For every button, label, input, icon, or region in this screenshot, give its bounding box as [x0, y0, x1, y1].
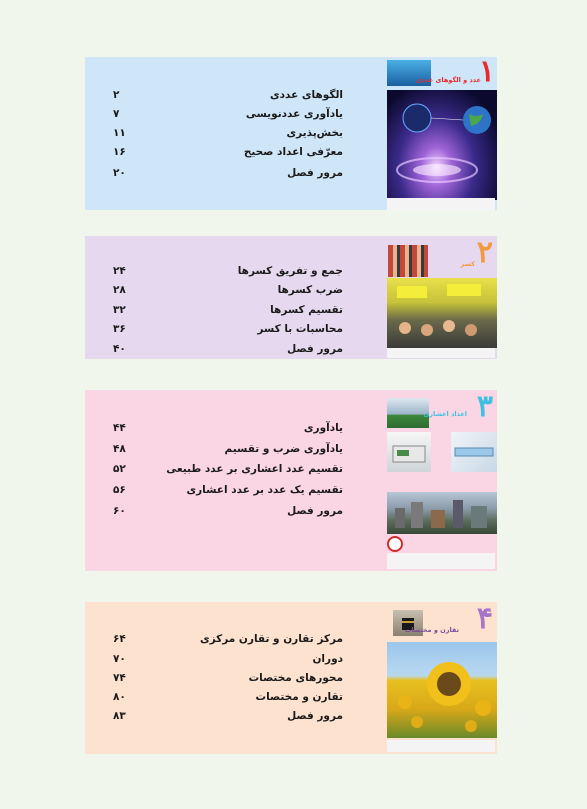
toc-item[interactable]	[85, 108, 385, 126]
chapter-3-caption	[387, 553, 495, 569]
chapter-number: ۲	[476, 235, 493, 270]
toc-item-title: جمع و تفریق کسرها	[237, 265, 343, 277]
toc-item-title: تقسیم کسرها	[270, 304, 343, 316]
crowd-thumbnail-photo	[388, 245, 428, 277]
toc-item[interactable]	[85, 127, 385, 145]
toc-item[interactable]	[85, 653, 385, 671]
toc-item-title: تقسیم عدد اعشاری بر عدد طبیعی	[166, 463, 343, 475]
toc-item-page: ۳۲	[113, 304, 126, 316]
chapter-title: تقارن و مختصات	[404, 626, 459, 634]
toc-item-page: ۲۰	[113, 167, 126, 179]
crowd-illustration	[387, 278, 497, 348]
toc-item[interactable]	[85, 146, 385, 164]
chapter-1-image-panel	[385, 54, 497, 210]
chapter-title: عدد و الگوهای عددی	[415, 76, 481, 84]
toc-item-page: ۴۴	[113, 422, 126, 434]
toc-item-title: دوران	[312, 653, 343, 665]
toc-item-title: تقسیم یک عدد بر عدد اعشاری	[186, 484, 343, 496]
toc-item-page: ۴۰	[113, 343, 126, 355]
toc-item-title: مرور فصل	[287, 167, 343, 179]
chapter-3-image-panel	[385, 390, 497, 571]
toc-item-title: تقارن و مختصات	[255, 691, 343, 703]
chapter-1-section	[85, 54, 497, 210]
toc-item[interactable]	[85, 463, 385, 481]
chapter-2-section	[85, 236, 497, 359]
toc-item[interactable]	[85, 672, 385, 690]
toc-item-title: معرّفی اعداد صحیح	[243, 146, 343, 158]
toc-item-page: ۵۶	[113, 484, 126, 496]
toc-item-title: یادآوری عددنویسی	[245, 108, 343, 120]
toc-item-page: ۱۱	[113, 127, 126, 139]
toc-item-title: مرور فصل	[287, 710, 343, 722]
chapter-number: ۴	[476, 601, 493, 636]
sunflower-illustration	[387, 642, 497, 738]
toc-item-page: ۵۲	[113, 463, 126, 475]
toc-item-title: محورهای مختصات	[248, 672, 343, 684]
galaxy-illustration	[387, 90, 497, 200]
toc-item-title: یادآوری ضرب و تقسیم	[224, 443, 343, 455]
galaxy-photo	[387, 90, 497, 200]
toc-item[interactable]	[85, 484, 385, 502]
chapter-title: کسر	[460, 260, 475, 268]
toc-item[interactable]	[85, 710, 385, 728]
toc-item[interactable]	[85, 633, 385, 651]
toc-item-title: یادآوری	[303, 422, 343, 434]
city-photo	[387, 492, 497, 534]
chapter-title: اعداد اعشاری	[423, 410, 467, 418]
toc-item-page: ۱۶	[113, 146, 126, 158]
toc-item[interactable]	[85, 265, 385, 283]
toc-item[interactable]	[85, 443, 385, 461]
toc-item-title: مرکز تقارن و تقارن مرکزی	[199, 633, 343, 645]
toc-item-page: ۶۰	[113, 505, 126, 517]
toc-item-page: ۳۶	[113, 323, 126, 335]
toc-item-page: ۲۴	[113, 265, 126, 277]
toc-item-title: بخش‌پذیری	[286, 127, 343, 139]
toc-item-page: ۸۰	[113, 691, 126, 703]
toc-item[interactable]	[85, 89, 385, 107]
chapter-4-image-panel	[385, 602, 497, 754]
chapter-4-section	[85, 602, 497, 754]
toc-item[interactable]	[85, 284, 385, 302]
toc-item-page: ۲۸	[113, 284, 126, 296]
ruler-illustration	[451, 432, 497, 472]
chapter-1-caption	[387, 198, 495, 210]
chapter-4-caption	[387, 740, 495, 752]
toc-item-title: الگوهای عددی	[270, 89, 343, 101]
chapter-number: ۱	[478, 54, 495, 89]
toc-item-page: ۷	[113, 108, 120, 120]
toc-item[interactable]	[85, 304, 385, 322]
toc-item-title: مرور فصل	[287, 343, 343, 355]
toc-item[interactable]	[85, 167, 385, 185]
toc-item[interactable]	[85, 422, 385, 440]
toc-item[interactable]	[85, 343, 385, 361]
toc-item[interactable]	[85, 505, 385, 523]
toc-item-page: ۲	[113, 89, 120, 101]
toc-item-page: ۷۰	[113, 653, 126, 665]
rally-photo	[387, 278, 497, 348]
ruler-photo	[451, 432, 497, 472]
chapter-2-caption	[387, 348, 495, 358]
toc-item-page: ۸۳	[113, 710, 126, 722]
toc-item-title: ضرب کسرها	[277, 284, 343, 296]
toc-item-page: ۷۴	[113, 672, 126, 684]
chapter-3-section	[85, 390, 497, 571]
toc-item-title: محاسبات با کسر	[257, 323, 343, 335]
city-illustration	[387, 492, 497, 534]
toc-item-title: مرور فصل	[287, 505, 343, 517]
scale-illustration	[387, 432, 431, 472]
speed-sign-photo	[387, 536, 403, 552]
chapter-2-image-panel	[385, 236, 497, 359]
scale-photo	[387, 432, 431, 472]
toc-item-page: ۶۴	[113, 633, 126, 645]
toc-item[interactable]	[85, 691, 385, 709]
toc-item[interactable]	[85, 323, 385, 341]
toc-item-page: ۴۸	[113, 443, 126, 455]
sunflower-field-photo	[387, 642, 497, 738]
chapter-number: ۳	[476, 389, 493, 424]
